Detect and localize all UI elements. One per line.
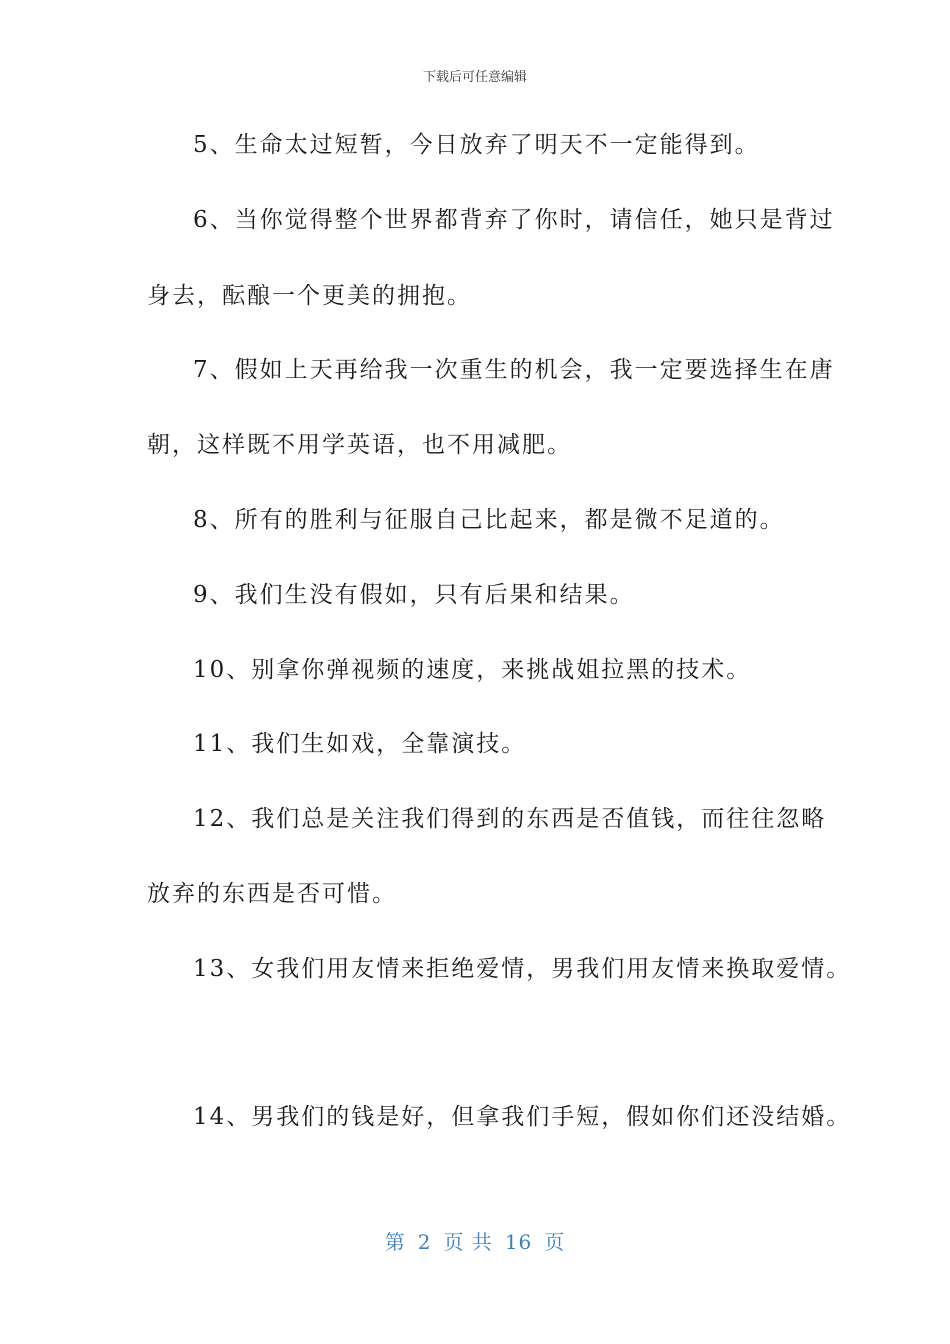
footer-middle: 页 共 [443, 1230, 493, 1254]
page-header-note: 下载后可任意编辑 [422, 70, 527, 85]
paragraph-14-line-1: 14、男我们的钱是好，但拿我们手短，假如你们还没结婚。 [193, 1104, 852, 1130]
paragraph-6-line-2: 身去，酝酿一个更美的拥抱。 [147, 283, 472, 309]
footer-suffix: 页 [544, 1230, 566, 1254]
paragraph-6-line-1: 6、当你觉得整个世界都背弃了你时，请信任，她只是背过 [193, 207, 835, 233]
paragraph-5-line-1: 5、生命太过短暂，今日放弃了明天不一定能得到。 [193, 132, 760, 158]
footer-total-pages: 16 [504, 1230, 533, 1254]
paragraph-9-line-1: 9、我们生没有假如，只有后果和结果。 [193, 582, 635, 608]
paragraph-7-line-2: 朝，这样既不用学英语，也不用减肥。 [147, 432, 572, 458]
paragraph-12-line-2: 放弃的东西是否可惜。 [147, 881, 397, 907]
paragraph-12-line-1: 12、我们总是关注我们得到的东西是否值钱，而往往忽略 [193, 806, 827, 832]
footer-page-number: 2 [417, 1230, 432, 1254]
paragraph-13-line-1: 13、女我们用友情来拒绝爱情，男我们用友情来换取爱情。 [193, 956, 852, 982]
page-footer [0, 1226, 950, 1255]
paragraph-10-line-1: 10、别拿你弹视频的速度，来挑战姐拉黑的技术。 [193, 657, 752, 683]
paragraph-11-line-1: 11、我们生如戏，全靠演技。 [193, 731, 527, 757]
paragraph-8-line-1: 8、所有的胜利与征服自己比起来，都是微不足道的。 [193, 507, 785, 533]
footer-prefix: 第 [384, 1230, 406, 1254]
paragraph-7-line-1: 7、假如上天再给我一次重生的机会，我一定要选择生在唐 [193, 357, 835, 383]
